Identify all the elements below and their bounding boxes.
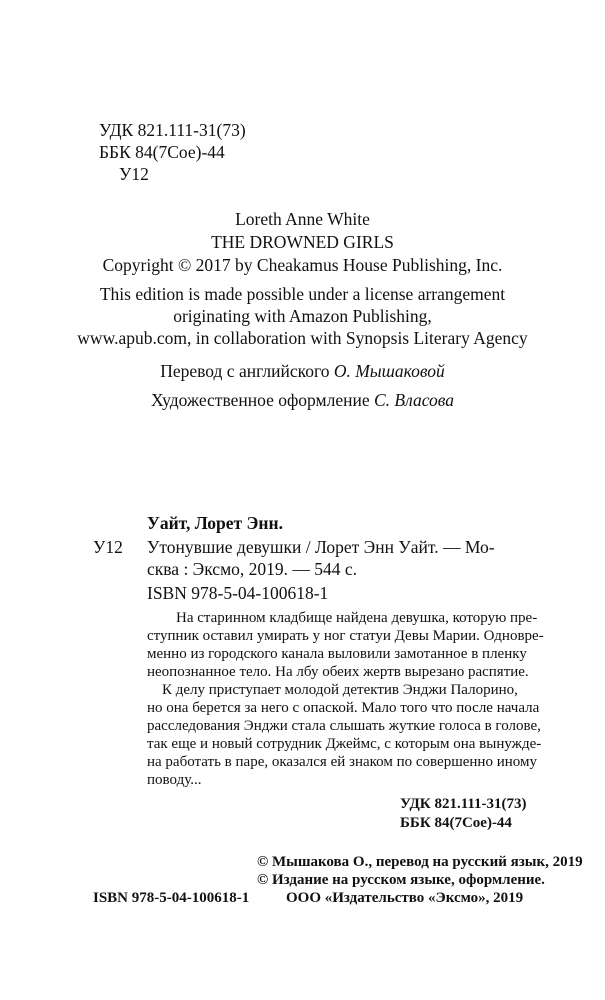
license-line-1: This edition is made possible under a license arrangement [99, 284, 506, 304]
annotation-line: поводу... [147, 772, 202, 788]
translation-credit [0, 360, 605, 382]
catalog-isbn: ISBN 978-5-04-100618-1 [147, 583, 329, 603]
annotation-line: неопознанное тело. На лбу обеих жертв вырезано распятие. [147, 664, 529, 680]
design-credit [0, 389, 605, 411]
imprint-line-1: © Мышакова О., перевод на русский язык, 2019 [257, 854, 583, 870]
original-author: Loreth Anne White [235, 209, 370, 229]
translator-name: О. Мышаковой [333, 361, 445, 381]
design-prefix: Художественное оформление [151, 390, 374, 410]
annotation-line: К делу приступает молодой детектив Энджи Палорино, [162, 682, 518, 698]
translation-prefix: Перевод с английского [160, 361, 334, 381]
catalog-author-heading: Уайт, Лорет Энн. [147, 513, 283, 533]
copyright-line: Copyright © 2017 by Cheakamus House Publishing, Inc. [102, 255, 503, 275]
udk-code: УДК 821.111-31(73) [99, 120, 246, 140]
catalog-entry-line-2: сква : Эксмо, 2019. — 544 с. [147, 559, 358, 579]
footer-udk-code: УДК 821.111-31(73) [400, 796, 527, 812]
annotation-line: так еще и новый сотрудник Джеймс, с которым она вынужде- [147, 736, 542, 752]
bbk-code: ББК 84(7Сое)-44 [99, 142, 225, 162]
annotation-line: менно из городского канала выловили замотанное в пленку [147, 646, 527, 662]
license-line-3: www.apub.com, in collaboration with Synopsis Literary Agency [77, 328, 528, 348]
designer-name: С. Власова [373, 390, 454, 410]
imprint-line-2: © Издание на русском языке, оформление. [257, 872, 545, 888]
annotation-line: но она берется за него с опаской. Мало того что после начала [147, 700, 540, 716]
imprint-line-3: ООО «Издательство «Эксмо», 2019 [286, 890, 524, 906]
author-mark: У12 [119, 164, 149, 184]
annotation-line: на работать в паре, оказался ей знаком по совершенно иному [147, 754, 537, 770]
footer-bbk-code: ББК 84(7Сое)-44 [400, 815, 512, 831]
annotation-line: расследования Энджи стала слышать жуткие голоса в голове, [147, 718, 541, 734]
imprint-isbn: ISBN 978-5-04-100618-1 [93, 890, 250, 906]
license-line-2: originating with Amazon Publishing, [173, 306, 432, 326]
annotation-line: ступник оставил умирать у ног статуи Девы Марии. Одновре- [147, 628, 544, 644]
catalog-entry-line-1: Утонувшие девушки / Лорет Энн Уайт. — Мо- [147, 537, 495, 557]
catalog-mark: У12 [93, 537, 123, 557]
original-title: THE DROWNED GIRLS [211, 232, 394, 252]
annotation-line: На старинном кладбище найдена девушка, которую пре- [176, 610, 538, 626]
